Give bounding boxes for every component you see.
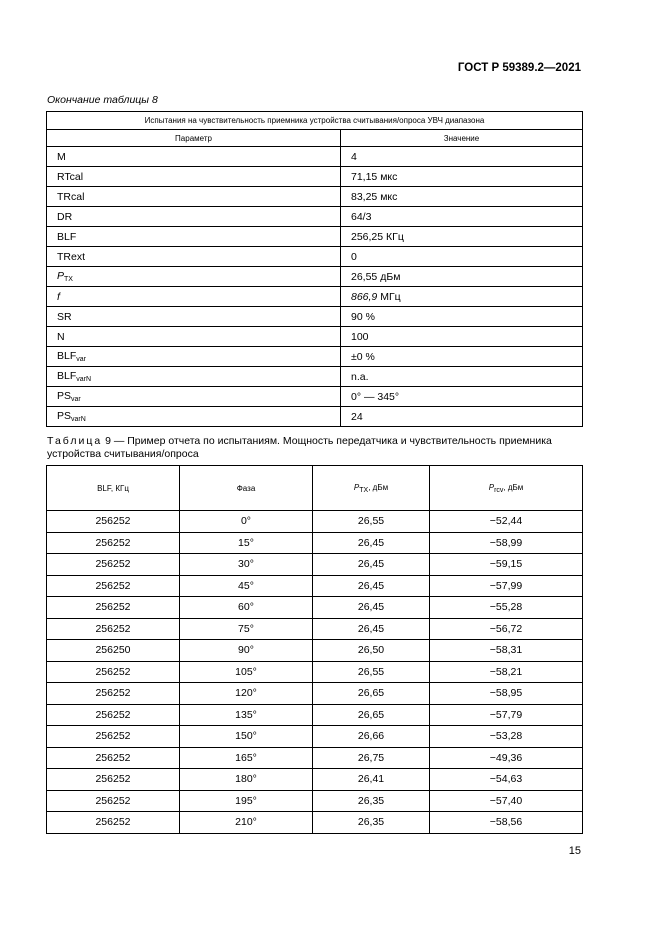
param-sub: TX <box>64 276 73 283</box>
table-9 <box>46 465 583 834</box>
param-cell: BLF <box>47 227 341 247</box>
ptx-cell: 26,45 <box>313 554 430 576</box>
blf-cell: 256252 <box>47 704 180 726</box>
blf-cell: 256252 <box>47 597 180 619</box>
blf-cell: 256252 <box>47 790 180 812</box>
phase-cell: 30° <box>180 554 313 576</box>
value-cell: 83,25 мкс <box>341 187 583 207</box>
ptx-cell: 26,45 <box>313 618 430 640</box>
table-row <box>47 207 583 227</box>
prcv-cell: −58,56 <box>430 812 583 834</box>
table-row <box>47 287 583 307</box>
table-row <box>47 618 583 640</box>
ptx-cell: 26,50 <box>313 640 430 662</box>
value-cell: 4 <box>341 147 583 167</box>
blf-cell: 256252 <box>47 747 180 769</box>
ptx-cell: 26,41 <box>313 769 430 791</box>
header-prcv <box>430 466 583 511</box>
ptx-cell: 26,66 <box>313 726 430 748</box>
phase-cell: 105° <box>180 661 313 683</box>
blf-cell: 256252 <box>47 575 180 597</box>
ptx-cell: 26,75 <box>313 747 430 769</box>
prcv-cell: −52,44 <box>430 511 583 533</box>
param-sub: var <box>71 396 81 403</box>
prcv-cell: −53,28 <box>430 726 583 748</box>
table-row <box>47 640 583 662</box>
prcv-cell: −54,63 <box>430 769 583 791</box>
ptx-cell: 26,55 <box>313 511 430 533</box>
table8-caption: Окончание таблицы 8 <box>47 94 158 106</box>
param-main: BLF <box>57 350 77 362</box>
prcv-cell: −57,99 <box>430 575 583 597</box>
page-number: 15 <box>568 845 581 857</box>
table-row <box>47 532 583 554</box>
param-main: PS <box>57 390 72 402</box>
param-main: f <box>57 290 60 303</box>
phase-cell: 135° <box>180 704 313 726</box>
table-row <box>47 769 583 791</box>
table9-caption-text: 9 — Пример отчета по испытаниям. Мощность передатчика и чувствительность приемника устройства считывания/опроса <box>47 435 552 460</box>
ptx-cell: 26,45 <box>313 532 430 554</box>
blf-cell: 256252 <box>47 554 180 576</box>
blf-cell: 256252 <box>47 726 180 748</box>
table-row <box>47 367 583 387</box>
ptx-unit: , дБм <box>368 482 389 492</box>
header-blf: BLF, КГц <box>47 466 180 511</box>
table-row <box>47 247 583 267</box>
value-cell: 26,55 дБм <box>341 267 583 287</box>
phase-cell: 195° <box>180 790 313 812</box>
ptx-cell: 26,55 <box>313 661 430 683</box>
table8-header-value: Значение <box>341 130 583 147</box>
prcv-unit: , дБм <box>503 482 524 492</box>
table8-header-param: Параметр <box>47 130 341 147</box>
table9-caption-label: Таблица <box>47 435 103 447</box>
prcv-cell: −56,72 <box>430 618 583 640</box>
prcv-cell: −59,15 <box>430 554 583 576</box>
prcv-cell: −58,31 <box>430 640 583 662</box>
value-cell <box>341 287 583 307</box>
ptx-cell: 26,35 <box>313 790 430 812</box>
ptx-main: P <box>353 482 360 492</box>
value-cell: 256,25 КГц <box>341 227 583 247</box>
table-row <box>47 167 583 187</box>
phase-cell: 165° <box>180 747 313 769</box>
blf-cell: 256252 <box>47 511 180 533</box>
table-row <box>47 387 583 407</box>
param-cell <box>47 387 341 407</box>
table-row <box>47 554 583 576</box>
param-cell <box>47 407 341 427</box>
param-sub: var <box>76 356 86 363</box>
param-main: PS <box>57 410 72 422</box>
phase-cell: 0° <box>180 511 313 533</box>
param-cell <box>47 267 341 287</box>
param-cell: DR <box>47 207 341 227</box>
prcv-cell: −58,95 <box>430 683 583 705</box>
param-sub: varN <box>76 376 92 383</box>
table-row <box>47 661 583 683</box>
phase-cell: 75° <box>180 618 313 640</box>
param-main: P <box>57 270 65 282</box>
table-row <box>47 747 583 769</box>
param-main: BLF <box>57 370 77 382</box>
value-cell: n.a. <box>341 367 583 387</box>
table9-caption <box>47 435 587 461</box>
prcv-cell: −58,21 <box>430 661 583 683</box>
param-cell <box>47 367 341 387</box>
table-row <box>47 597 583 619</box>
table-row <box>47 812 583 834</box>
ptx-cell: 26,65 <box>313 683 430 705</box>
header-phase: Фаза <box>180 466 313 511</box>
table-row <box>47 511 583 533</box>
blf-cell: 256252 <box>47 661 180 683</box>
ptx-sub: TX <box>359 486 369 494</box>
value-unit: МГц <box>377 290 401 303</box>
phase-cell: 210° <box>180 812 313 834</box>
phase-cell: 180° <box>180 769 313 791</box>
param-sub: varN <box>71 416 86 423</box>
ptx-cell: 26,35 <box>313 812 430 834</box>
prcv-main: P <box>488 482 495 492</box>
value-cell: 0 <box>341 247 583 267</box>
phase-cell: 60° <box>180 597 313 619</box>
table-row <box>47 704 583 726</box>
table-row <box>47 347 583 367</box>
value-cell: 64/3 <box>341 207 583 227</box>
phase-cell: 15° <box>180 532 313 554</box>
blf-cell: 256252 <box>47 769 180 791</box>
phase-cell: 45° <box>180 575 313 597</box>
prcv-cell: −55,28 <box>430 597 583 619</box>
value-cell: 90 % <box>341 307 583 327</box>
ptx-cell: 26,65 <box>313 704 430 726</box>
phase-cell: 150° <box>180 726 313 748</box>
param-cell: M <box>47 147 341 167</box>
table-row <box>47 267 583 287</box>
prcv-cell: −57,40 <box>430 790 583 812</box>
prcv-cell: −49,36 <box>430 747 583 769</box>
table-row <box>47 683 583 705</box>
param-cell <box>47 287 341 307</box>
ptx-cell: 26,45 <box>313 575 430 597</box>
header-ptx <box>313 466 430 511</box>
prcv-cell: −57,79 <box>430 704 583 726</box>
value-cell: ±0 % <box>341 347 583 367</box>
param-cell: TRcal <box>47 187 341 207</box>
param-cell: TRext <box>47 247 341 267</box>
phase-cell: 120° <box>180 683 313 705</box>
table-row <box>47 307 583 327</box>
table-row <box>47 790 583 812</box>
param-cell: SR <box>47 307 341 327</box>
table-row <box>47 327 583 347</box>
table-row <box>47 227 583 247</box>
table-row <box>47 726 583 748</box>
ptx-cell: 26,45 <box>313 597 430 619</box>
value-main: 866,9 <box>351 290 378 303</box>
table-row <box>47 575 583 597</box>
standard-designation: ГОСТ Р 59389.2—2021 <box>457 62 581 74</box>
table8-title: Испытания на чувствительность приемника устройства считывания/опроса УВЧ диапазона <box>47 112 583 130</box>
value-cell: 24 <box>341 407 583 427</box>
table-row <box>47 407 583 427</box>
blf-cell: 256252 <box>47 812 180 834</box>
blf-cell: 256250 <box>47 640 180 662</box>
phase-cell: 90° <box>180 640 313 662</box>
blf-cell: 256252 <box>47 618 180 640</box>
blf-cell: 256252 <box>47 683 180 705</box>
table-8 <box>46 111 583 427</box>
value-cell: 100 <box>341 327 583 347</box>
value-cell: 71,15 мкс <box>341 167 583 187</box>
param-cell: RTcal <box>47 167 341 187</box>
prcv-cell: −58,99 <box>430 532 583 554</box>
param-cell: N <box>47 327 341 347</box>
value-cell: 0° — 345° <box>341 387 583 407</box>
param-cell <box>47 347 341 367</box>
prcv-sub: rcv <box>494 486 504 494</box>
blf-cell: 256252 <box>47 532 180 554</box>
table-row <box>47 187 583 207</box>
table-row <box>47 147 583 167</box>
